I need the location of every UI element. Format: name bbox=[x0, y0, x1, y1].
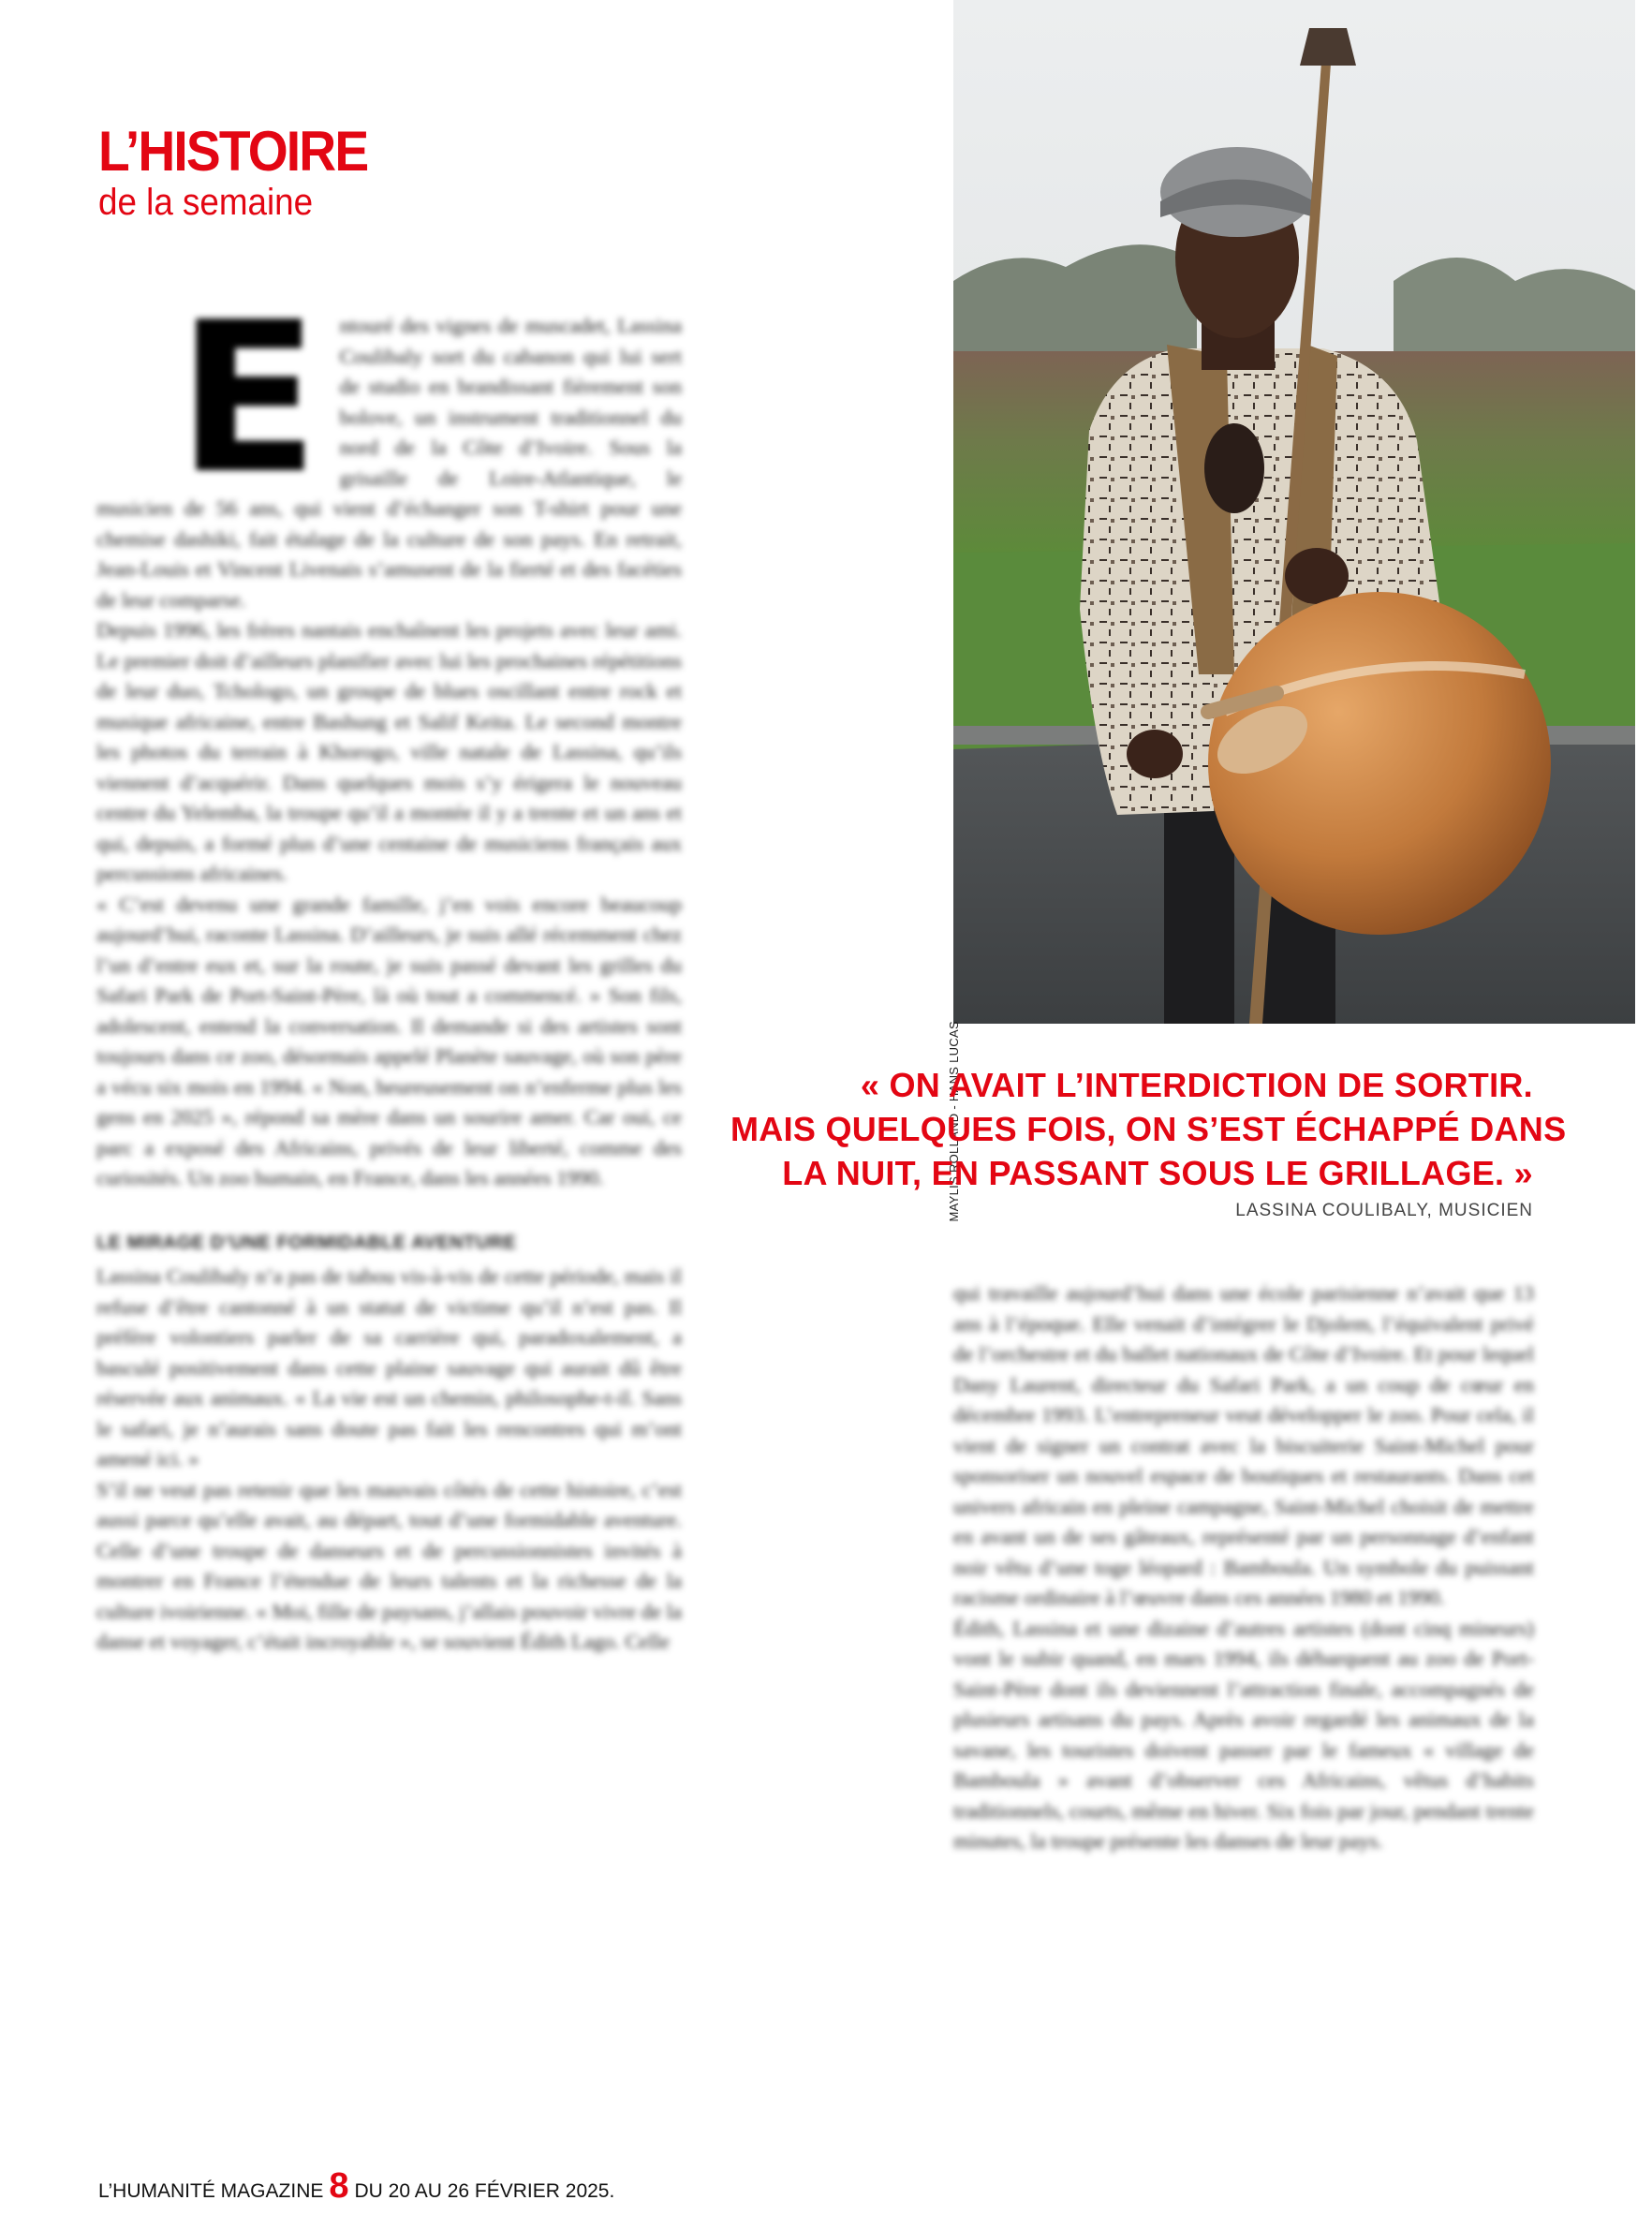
article-paragraph: Depuis 1996, les frères nantais enchaînent les projets avec leur ami. Le premier doit d’ailleurs planifier avec lui les prochaines répétitions de leur duo, Tchologo, un groupe de blues oscillant entre rock et musique africaine, entre Bashung et Salif Keita. Le second montre les photos du terrain à Khorogo, ville natale de Lassina, qu’ils viennent d’acquérir. Dans quelques mois s’y érigera le nouveau centre du Yelemba, la troupe qu’il a montée il y a trente et un ans et qui, depuis, a formé plus d’une centaine de musiciens français aux percussions africaines. bbox=[96, 618, 682, 885]
article-paragraph: S’il ne veut pas retenir que les mauvais côtés de cette histoire, c’est aussi parce qu’elle avait, au départ, tout d’une formidable aventure. Celle d’une troupe de danseurs et de percussionnistes invités à montrer en France l’étendue de leurs talents et la richesse de la culture ivoirienne. « Moi, fille de paysans, j’allais pouvoir vivre de la danse et voyager, c’était incroyable », se souvient Édith Lago. Celle bbox=[96, 1477, 682, 1653]
article-paragraph: « C’est devenu une grande famille, j’en vois encore beaucoup aujourd’hui, raconte Lassina. D’ailleurs, je suis allé récemment chez l’un d’entre eux et, sur la route, je suis passé devant les grilles du Safari Park de Port-Saint-Père, là où tout a commencé. » Son fils, adolescent, entend la conversation. Il demande si des artistes sont toujours dans ce zoo, désormais appelé Planète sauvage, où son père a vécu six mois en 1994. « Non, heureusement on n’enferme plus les gens en 2025 », répond sa mère dans un sourire amer. Car oui, ce parc a exposé des Africains, privés de leur liberté, comme des curiosités. Un zoo humain, en France, dans les années 1990. bbox=[96, 892, 682, 1189]
section-kicker bbox=[98, 120, 391, 223]
publication-name: L’HUMANITÉ MAGAZINE bbox=[98, 2180, 324, 2202]
page-footer bbox=[98, 2166, 614, 2207]
article-paragraph: ntouré des vignes de muscadet, Lassina Coulibaly sort du cabanon qui lui sert de studio en brandissant fièrement son bolove, un instrument traditionnel du nord de la Côte d’Ivoire. Sous la grisaille de Loire-Atlantique, le musicien de 56 ans, qui vient d’échanger son T-shirt pour une chemise dashiki, fait étalage de la culture de son pays. En retrait, Jean-Louis et Vincent Livenais s’amusent de la fierté et des facéties de leur comparse. bbox=[96, 314, 682, 612]
pull-quote-line: MAIS QUELQUES FOIS, ON S’EST ÉCHAPPÉ DANS bbox=[730, 1110, 1567, 1148]
photo-credit: MAYLIS ROLLAND - HANS LUCAS bbox=[947, 1021, 961, 1222]
issue-date: DU 20 AU 26 FÉVRIER 2025. bbox=[354, 2180, 615, 2202]
article-paragraph: Lassina Coulibaly n’a pas de tabou vis-à-vis de cette période, mais il refuse d’être cantonné à un statut de victime qu’il n’est pas. Il préfère volontiers parler de sa carrière qui, paradoxalement, a basculé positivement dans cette plaine sauvage qui aurait dû être réservée aux animaux. « La vie est un chemin, philosophe-t-il. Sans le safari, je n’aurais sans doute pas fait les rencontres qui m’ont amené ici. » bbox=[96, 1264, 682, 1470]
pull-quote bbox=[730, 1063, 1567, 1195]
article-paragraph: Édith, Lassina et une dizaine d’autres artistes (dont cinq mineurs) vont le subir quand, en mars 1994, ils débarquent au zoo de Port-Saint-Père dont ils deviennent l’attraction finale, accompagnés de plusieurs artisans du pays. Après avoir regardé les animaux de la savane, les touristes doivent passer par le fameux « village de Bamboula » avant d’observer ces Africains, vêtus d’habits traditionnels, courts, même en hiver. Six fois par jour, pendant trente minutes, la troupe présente les danses de leur pays. bbox=[953, 1616, 1534, 1853]
kicker-title: L’HISTOIRE bbox=[98, 120, 368, 183]
pull-quote-line: « ON AVAIT L’INTERDICTION DE SORTIR. bbox=[860, 1066, 1533, 1104]
article-right-column bbox=[953, 1278, 1534, 1857]
kicker-subtitle: de la semaine bbox=[98, 182, 314, 223]
portrait-photo bbox=[953, 0, 1635, 1024]
article-paragraph: qui travaille aujourd’hui dans une école parisienne n’avait que 13 ans à l’époque. Elle venait d’intégrer le Djolem, l’équivalent privé de l’orchestre et du ballet nationaux de Côte d’Ivoire. Et pour lequel Dany Laurent, directeur du Safari Park, a un coup de cœur en décembre 1993. L’entrepreneur veut développer le zoo. Pour cela, il vient de signer un contrat avec la biscuiterie Saint-Michel pour sponsoriser un nouvel espace de boutiques et restaurants. Dans cet univers africain en pleine campagne, Saint-Michel choisit de mettre en avant un de ses gâteaux, représenté par un personnage d’enfant noir vêtu d’une toge léopard : Bamboula. Un symbole du puissant racisme ordinaire à l’œuvre dans ces années 1980 et 1990. bbox=[953, 1281, 1534, 1609]
drop-cap: E bbox=[177, 278, 319, 520]
article-left-column bbox=[96, 278, 682, 1658]
page-number: 8 bbox=[329, 2166, 349, 2206]
article-subhead: LE MIRAGE D’UNE FORMIDABLE AVENTURE bbox=[96, 1232, 517, 1253]
quote-attribution: LASSINA COULIBALY, MUSICIEN bbox=[1235, 1201, 1533, 1220]
pull-quote-line: LA NUIT, EN PASSANT SOUS LE GRILLAGE. » bbox=[782, 1154, 1533, 1192]
